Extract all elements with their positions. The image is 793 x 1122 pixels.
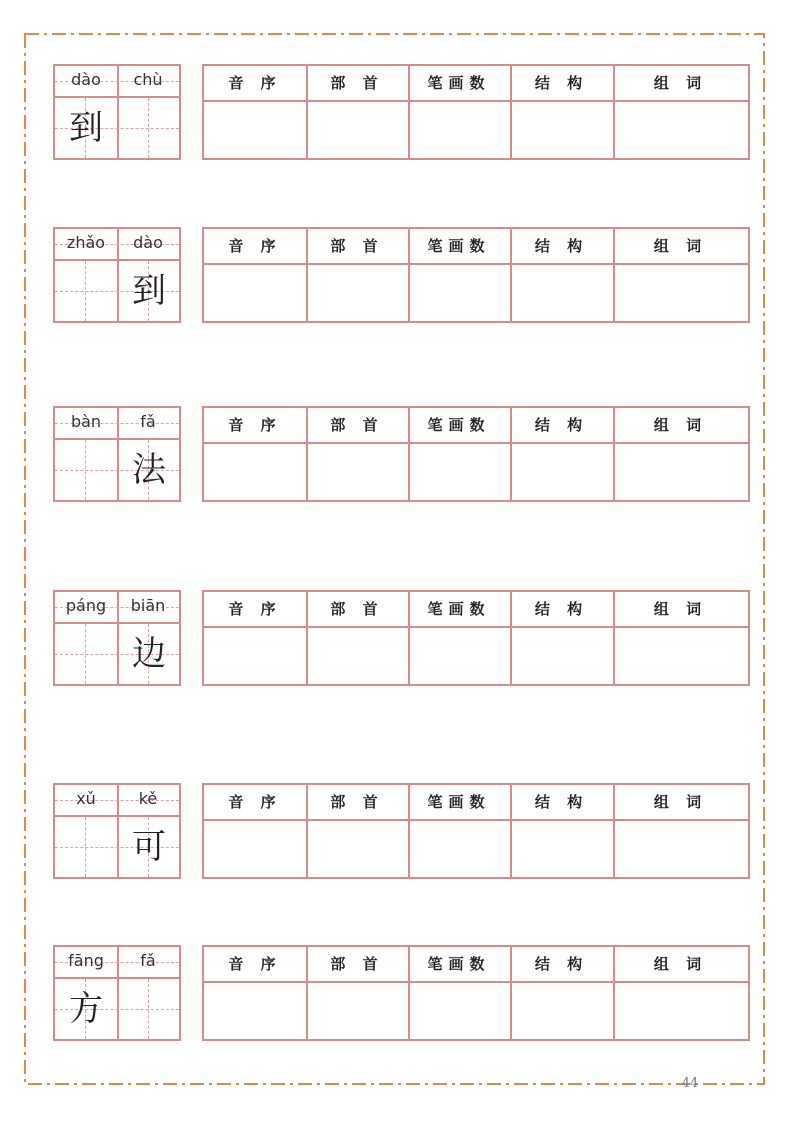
- answer-cell-yinxu[interactable]: [206, 821, 304, 877]
- answer-cell-zuci[interactable]: [615, 265, 746, 321]
- answer-cell-jiegou[interactable]: [512, 628, 611, 684]
- header-bushou: 部 首: [330, 416, 384, 434]
- answer-cell-bihuashu[interactable]: [410, 102, 508, 158]
- header-zuci: 组 词: [653, 74, 708, 92]
- pinyin-label: biān: [130, 596, 166, 615]
- answer-cell-jiegou[interactable]: [512, 265, 611, 321]
- answer-cell-bihuashu[interactable]: [410, 983, 508, 1039]
- hanzi-character: 到: [132, 271, 166, 311]
- answer-cell-bushou[interactable]: [308, 444, 406, 500]
- character-grid: [53, 64, 181, 160]
- answer-cell-zuci[interactable]: [615, 821, 746, 877]
- header-jiegou: 结 构: [534, 600, 589, 618]
- header-jiegou: 结 构: [534, 74, 589, 92]
- header-jiegou: 结 构: [534, 793, 589, 811]
- header-yinxu: 音 序: [228, 237, 282, 255]
- answer-cell-bushou[interactable]: [308, 983, 406, 1039]
- answer-cell-jiegou[interactable]: [512, 821, 611, 877]
- header-zuci: 组 词: [653, 955, 708, 973]
- character-row: [0, 783, 793, 881]
- answer-cell-bihuashu[interactable]: [410, 265, 508, 321]
- header-bihuashu: 笔画数: [427, 74, 491, 92]
- pinyin-label: chù: [133, 70, 163, 89]
- character-row: [0, 590, 793, 688]
- answer-cell-zuci[interactable]: [615, 102, 746, 158]
- pinyin-label: dào: [71, 70, 101, 89]
- header-bushou: 部 首: [330, 600, 384, 618]
- character-row: [0, 227, 793, 325]
- answer-cell-jiegou[interactable]: [512, 983, 611, 1039]
- character-info-table: [202, 945, 750, 1041]
- header-yinxu: 音 序: [228, 416, 282, 434]
- pinyin-label: bàn: [70, 412, 102, 431]
- header-jiegou: 结 构: [534, 955, 589, 973]
- pinyin-label: páng: [65, 596, 107, 615]
- header-yinxu: 音 序: [228, 600, 282, 618]
- header-jiegou: 结 构: [534, 237, 589, 255]
- character-info-table: [202, 227, 750, 323]
- pinyin-label: kě: [138, 789, 158, 808]
- hanzi-character: 可: [132, 827, 166, 867]
- character-grid: [53, 783, 181, 879]
- header-zuci: 组 词: [653, 793, 708, 811]
- header-bushou: 部 首: [330, 74, 384, 92]
- character-row: [0, 64, 793, 162]
- pinyin-label: xǔ: [76, 789, 96, 808]
- answer-cell-yinxu[interactable]: [206, 444, 304, 500]
- hanzi-character: 边: [132, 634, 166, 674]
- header-bihuashu: 笔画数: [427, 416, 491, 434]
- answer-cell-yinxu[interactable]: [206, 265, 304, 321]
- header-yinxu: 音 序: [228, 793, 282, 811]
- pinyin-label: fāng: [68, 951, 104, 970]
- answer-cell-bushou[interactable]: [308, 102, 406, 158]
- answer-cell-yinxu[interactable]: [206, 983, 304, 1039]
- header-bushou: 部 首: [330, 955, 384, 973]
- character-row: [0, 406, 793, 504]
- hanzi-character: 方: [69, 989, 103, 1029]
- header-zuci: 组 词: [653, 416, 708, 434]
- character-info-table: [202, 406, 750, 502]
- hanzi-character: 法: [132, 450, 166, 490]
- character-grid: [53, 590, 181, 686]
- character-grid: [53, 227, 181, 323]
- answer-cell-bihuashu[interactable]: [410, 628, 508, 684]
- answer-cell-bihuashu[interactable]: [410, 821, 508, 877]
- character-grid: [53, 945, 181, 1041]
- header-bihuashu: 笔画数: [427, 600, 491, 618]
- character-grid: [53, 406, 181, 502]
- answer-cell-jiegou[interactable]: [512, 102, 611, 158]
- header-yinxu: 音 序: [228, 955, 282, 973]
- answer-cell-zuci[interactable]: [615, 444, 746, 500]
- character-info-table: [202, 590, 750, 686]
- pinyin-label: fǎ: [140, 412, 156, 431]
- answer-cell-zuci[interactable]: [615, 983, 746, 1039]
- answer-cell-bushou[interactable]: [308, 628, 406, 684]
- header-zuci: 组 词: [653, 600, 708, 618]
- header-bushou: 部 首: [330, 237, 384, 255]
- page-number: 44: [681, 1076, 699, 1091]
- answer-cell-bihuashu[interactable]: [410, 444, 508, 500]
- header-bihuashu: 笔画数: [427, 955, 491, 973]
- pinyin-label: zhǎo: [66, 233, 106, 252]
- header-jiegou: 结 构: [534, 416, 589, 434]
- character-info-table: [202, 783, 750, 879]
- header-bihuashu: 笔画数: [427, 793, 491, 811]
- character-info-table: [202, 64, 750, 160]
- answer-cell-zuci[interactable]: [615, 628, 746, 684]
- header-zuci: 组 词: [653, 237, 708, 255]
- answer-cell-jiegou[interactable]: [512, 444, 611, 500]
- pinyin-label: dào: [133, 233, 163, 252]
- answer-cell-bushou[interactable]: [308, 821, 406, 877]
- character-row: [0, 945, 793, 1043]
- header-bihuashu: 笔画数: [427, 237, 491, 255]
- header-yinxu: 音 序: [228, 74, 282, 92]
- hanzi-character: 到: [69, 108, 103, 148]
- answer-cell-yinxu[interactable]: [206, 628, 304, 684]
- answer-cell-bushou[interactable]: [308, 265, 406, 321]
- answer-cell-yinxu[interactable]: [206, 102, 304, 158]
- pinyin-label: fǎ: [140, 951, 156, 970]
- header-bushou: 部 首: [330, 793, 384, 811]
